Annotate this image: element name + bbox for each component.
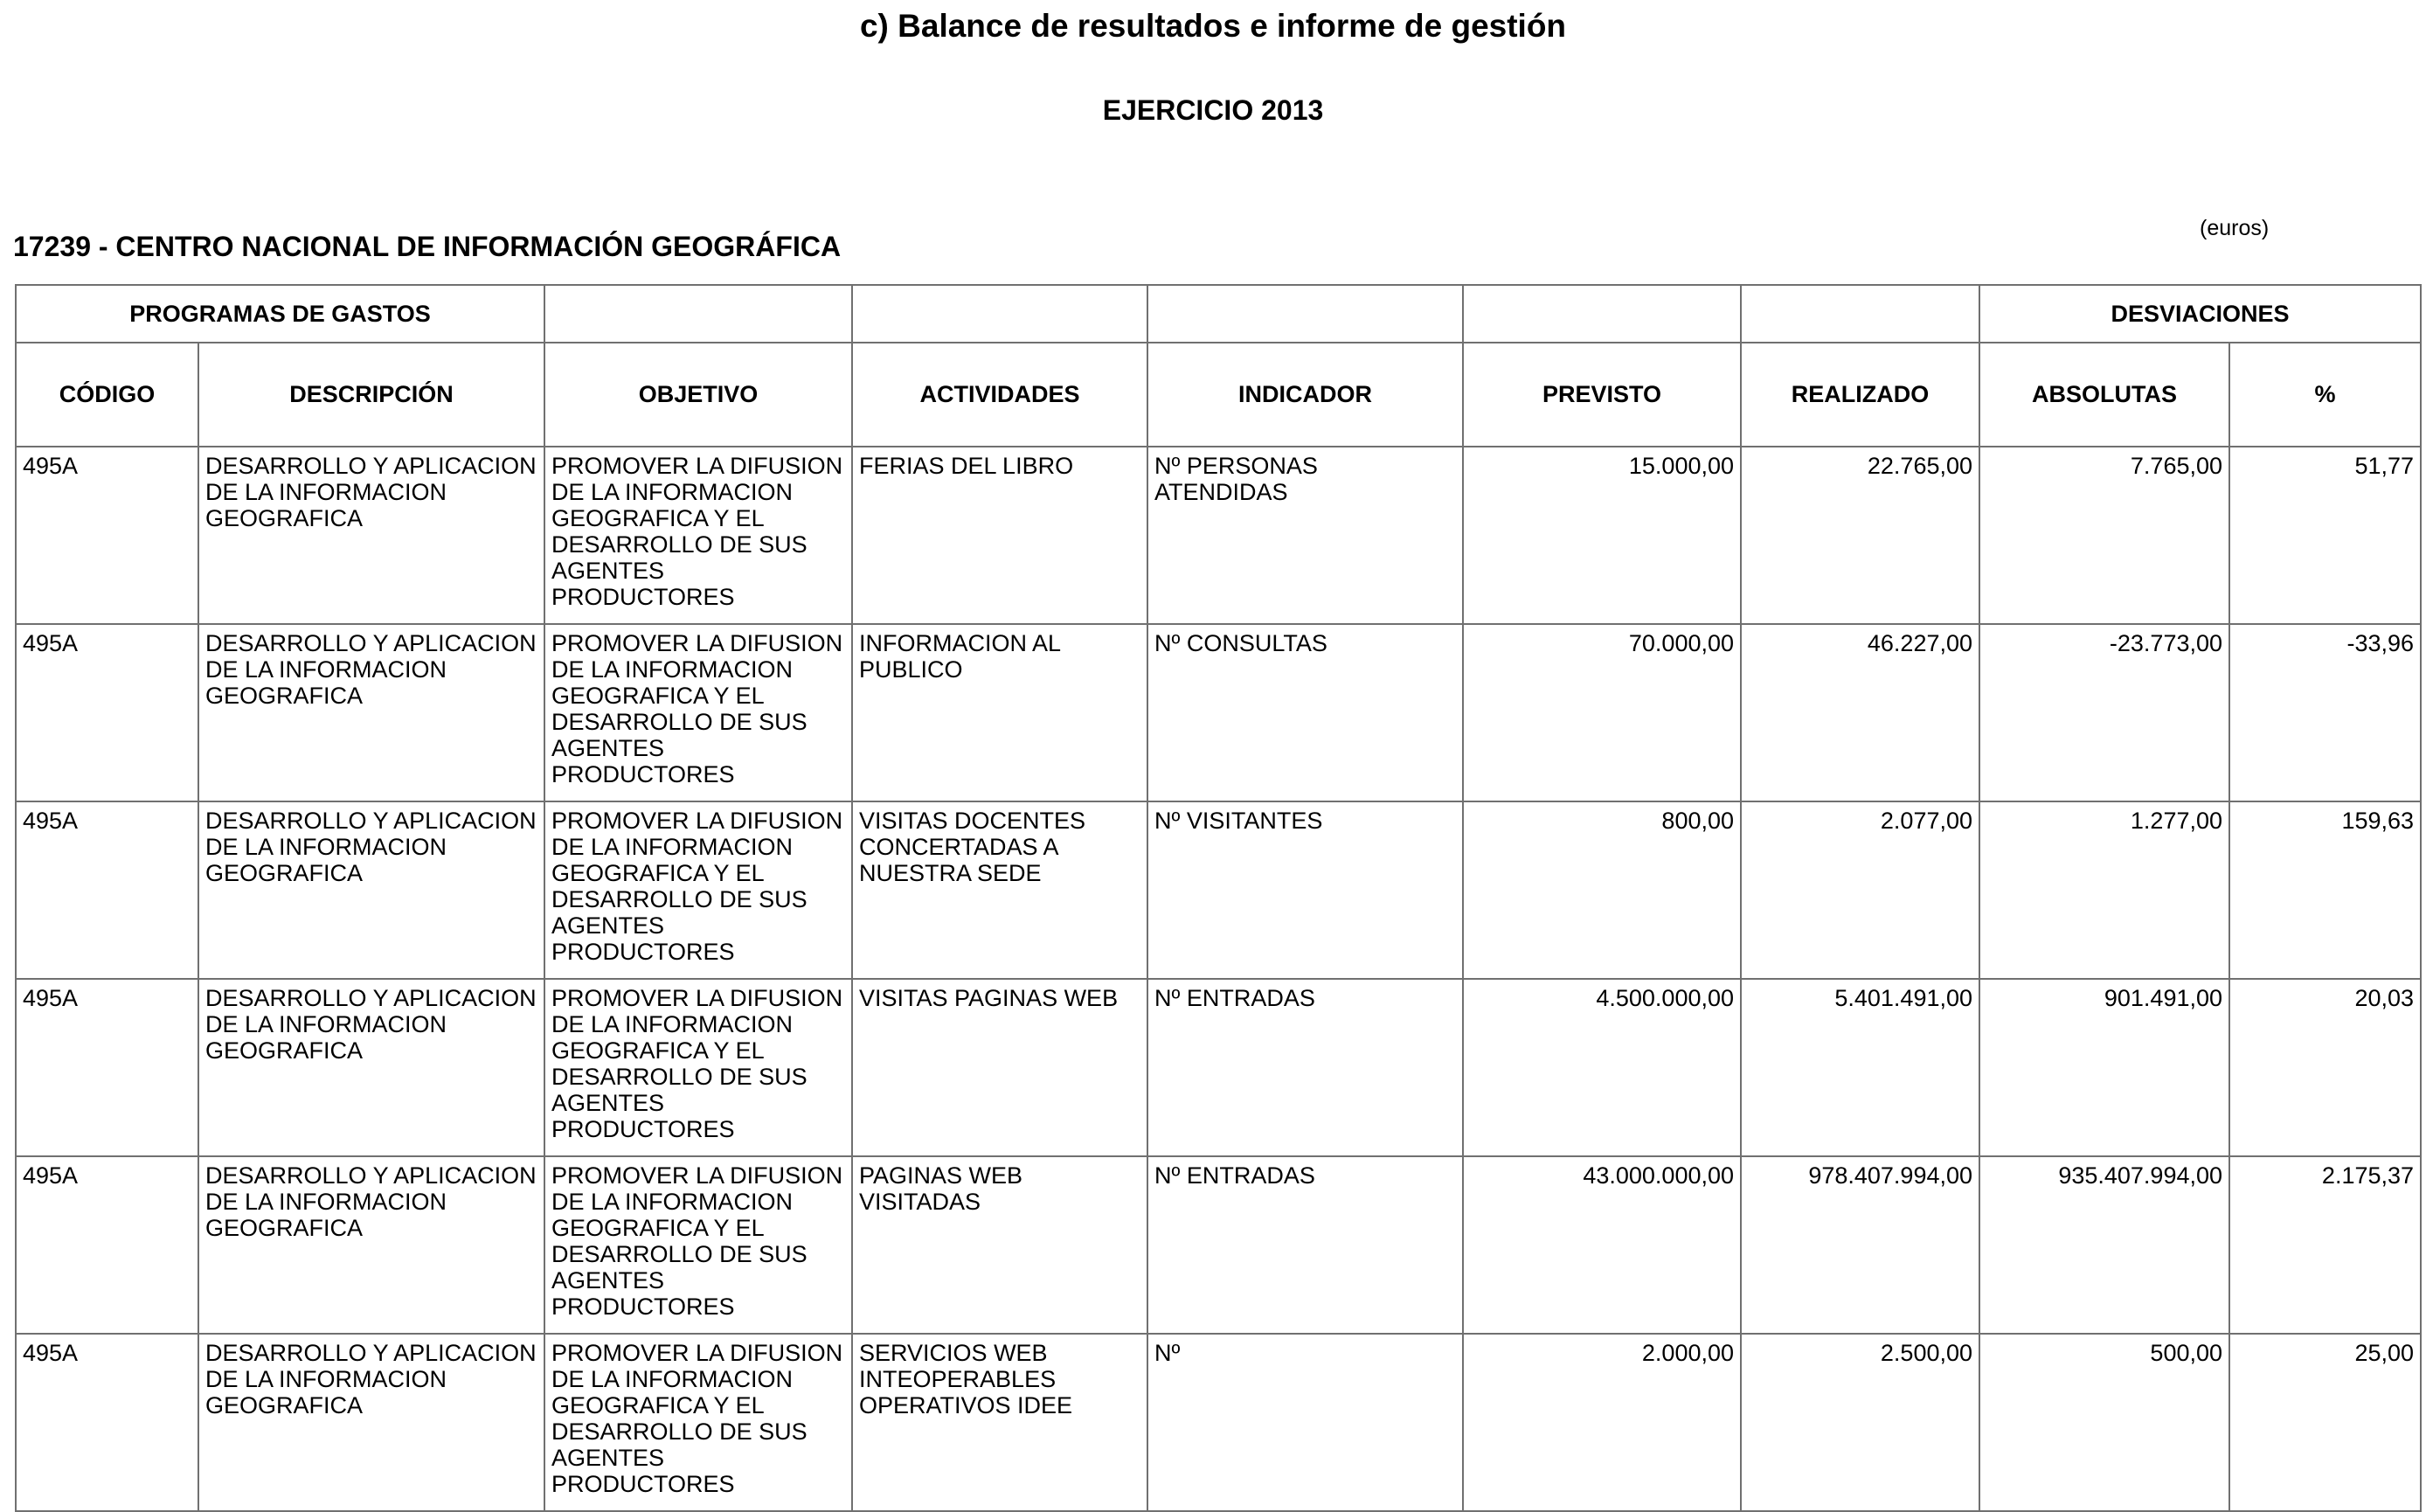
group-header-row bbox=[16, 285, 2421, 343]
cell-porcentaje: 51,77 bbox=[2229, 447, 2421, 624]
cell-codigo: 495A bbox=[16, 1156, 198, 1334]
column-header-absolutas: ABSOLUTAS bbox=[1979, 343, 2229, 447]
cell-codigo: 495A bbox=[16, 447, 198, 624]
table-row bbox=[16, 1156, 2421, 1334]
column-header-row bbox=[16, 343, 2421, 447]
cell-descripcion: DESARROLLO Y APLICACION DE LA INFORMACION GEOGRAFICA bbox=[198, 979, 544, 1156]
cell-indicador: Nº VISITANTES bbox=[1147, 801, 1463, 979]
cell-porcentaje: 159,63 bbox=[2229, 801, 2421, 979]
column-header-realizado: REALIZADO bbox=[1741, 343, 1979, 447]
column-header-descripcion: DESCRIPCIÓN bbox=[198, 343, 544, 447]
document-subtitle: EJERCICIO 2013 bbox=[1102, 94, 1324, 126]
table-row bbox=[16, 447, 2421, 624]
cell-objetivo: PROMOVER LA DIFUSION DE LA INFORMACION GEOGRAFICA Y EL DESARROLLO DE SUS AGENTES PRODUCTORES bbox=[544, 1156, 852, 1334]
cell-porcentaje: 25,00 bbox=[2229, 1334, 2421, 1511]
cell-porcentaje: 20,03 bbox=[2229, 979, 2421, 1156]
cell-actividades: SERVICIOS WEB INTEOPERABLES OPERATIVOS IDEE bbox=[852, 1334, 1147, 1511]
cell-descripcion: DESARROLLO Y APLICACION DE LA INFORMACION GEOGRAFICA bbox=[198, 447, 544, 624]
cell-objetivo: PROMOVER LA DIFUSION DE LA INFORMACION GEOGRAFICA Y EL DESARROLLO DE SUS AGENTES PRODUCTORES bbox=[544, 624, 852, 801]
cell-absolutas: 500,00 bbox=[1979, 1334, 2229, 1511]
column-header-indicador: INDICADOR bbox=[1147, 343, 1463, 447]
cell-codigo: 495A bbox=[16, 979, 198, 1156]
cell-descripcion: DESARROLLO Y APLICACION DE LA INFORMACION GEOGRAFICA bbox=[198, 624, 544, 801]
cell-previsto: 800,00 bbox=[1463, 801, 1741, 979]
table-row bbox=[16, 624, 2421, 801]
cell-absolutas: 1.277,00 bbox=[1979, 801, 2229, 979]
group-header-desviaciones: DESVIACIONES bbox=[1979, 285, 2421, 343]
group-header-empty bbox=[852, 285, 1147, 343]
cell-indicador: Nº PERSONAS ATENDIDAS bbox=[1147, 447, 1463, 624]
cell-previsto: 4.500.000,00 bbox=[1463, 979, 1741, 1156]
cell-codigo: 495A bbox=[16, 801, 198, 979]
cell-actividades: VISITAS DOCENTES CONCERTADAS A NUESTRA SEDE bbox=[852, 801, 1147, 979]
cell-previsto: 43.000.000,00 bbox=[1463, 1156, 1741, 1334]
group-header-empty bbox=[1463, 285, 1741, 343]
group-header-empty bbox=[544, 285, 852, 343]
cell-objetivo: PROMOVER LA DIFUSION DE LA INFORMACION GEOGRAFICA Y EL DESARROLLO DE SUS AGENTES PRODUCTORES bbox=[544, 801, 852, 979]
cell-previsto: 70.000,00 bbox=[1463, 624, 1741, 801]
column-header-objetivo: OBJETIVO bbox=[544, 343, 852, 447]
cell-absolutas: 901.491,00 bbox=[1979, 979, 2229, 1156]
unit-label: (euros) bbox=[2200, 216, 2270, 240]
cell-indicador: Nº ENTRADAS bbox=[1147, 979, 1463, 1156]
cell-descripcion: DESARROLLO Y APLICACION DE LA INFORMACION GEOGRAFICA bbox=[198, 801, 544, 979]
cell-previsto: 15.000,00 bbox=[1463, 447, 1741, 624]
table-row bbox=[16, 1334, 2421, 1511]
cell-absolutas: 935.407.994,00 bbox=[1979, 1156, 2229, 1334]
entity-title: 17239 - CENTRO NACIONAL DE INFORMACIÓN GEOGRÁFICA bbox=[13, 231, 842, 262]
cell-codigo: 495A bbox=[16, 1334, 198, 1511]
cell-descripcion: DESARROLLO Y APLICACION DE LA INFORMACION GEOGRAFICA bbox=[198, 1334, 544, 1511]
cell-objetivo: PROMOVER LA DIFUSION DE LA INFORMACION GEOGRAFICA Y EL DESARROLLO DE SUS AGENTES PRODUCTORES bbox=[544, 447, 852, 624]
cell-actividades: INFORMACION AL PUBLICO bbox=[852, 624, 1147, 801]
cell-objetivo: PROMOVER LA DIFUSION DE LA INFORMACION GEOGRAFICA Y EL DESARROLLO DE SUS AGENTES PRODUCTORES bbox=[544, 979, 852, 1156]
column-header-porcentaje: % bbox=[2229, 343, 2421, 447]
column-header-previsto: PREVISTO bbox=[1463, 343, 1741, 447]
cell-realizado: 22.765,00 bbox=[1741, 447, 1979, 624]
table-row bbox=[16, 979, 2421, 1156]
cell-objetivo: PROMOVER LA DIFUSION DE LA INFORMACION GEOGRAFICA Y EL DESARROLLO DE SUS AGENTES PRODUCTORES bbox=[544, 1334, 852, 1511]
cell-porcentaje: 2.175,37 bbox=[2229, 1156, 2421, 1334]
cell-absolutas: -23.773,00 bbox=[1979, 624, 2229, 801]
cell-codigo: 495A bbox=[16, 624, 198, 801]
cell-actividades: VISITAS PAGINAS WEB bbox=[852, 979, 1147, 1156]
cell-realizado: 5.401.491,00 bbox=[1741, 979, 1979, 1156]
group-header-programas: PROGRAMAS DE GASTOS bbox=[16, 285, 544, 343]
cell-realizado: 46.227,00 bbox=[1741, 624, 1979, 801]
cell-indicador: Nº CONSULTAS bbox=[1147, 624, 1463, 801]
group-header-empty bbox=[1147, 285, 1463, 343]
cell-absolutas: 7.765,00 bbox=[1979, 447, 2229, 624]
results-table bbox=[15, 284, 2422, 1512]
column-header-codigo: CÓDIGO bbox=[16, 343, 198, 447]
table-row bbox=[16, 801, 2421, 979]
column-header-actividades: ACTIVIDADES bbox=[852, 343, 1147, 447]
cell-indicador: Nº ENTRADAS bbox=[1147, 1156, 1463, 1334]
cell-realizado: 2.077,00 bbox=[1741, 801, 1979, 979]
cell-indicador: Nº bbox=[1147, 1334, 1463, 1511]
cell-realizado: 2.500,00 bbox=[1741, 1334, 1979, 1511]
cell-actividades: PAGINAS WEB VISITADAS bbox=[852, 1156, 1147, 1334]
cell-actividades: FERIAS DEL LIBRO bbox=[852, 447, 1147, 624]
document-title: c) Balance de resultados e informe de gestión bbox=[859, 8, 1567, 44]
cell-previsto: 2.000,00 bbox=[1463, 1334, 1741, 1511]
cell-realizado: 978.407.994,00 bbox=[1741, 1156, 1979, 1334]
group-header-empty bbox=[1741, 285, 1979, 343]
cell-descripcion: DESARROLLO Y APLICACION DE LA INFORMACION GEOGRAFICA bbox=[198, 1156, 544, 1334]
cell-porcentaje: -33,96 bbox=[2229, 624, 2421, 801]
